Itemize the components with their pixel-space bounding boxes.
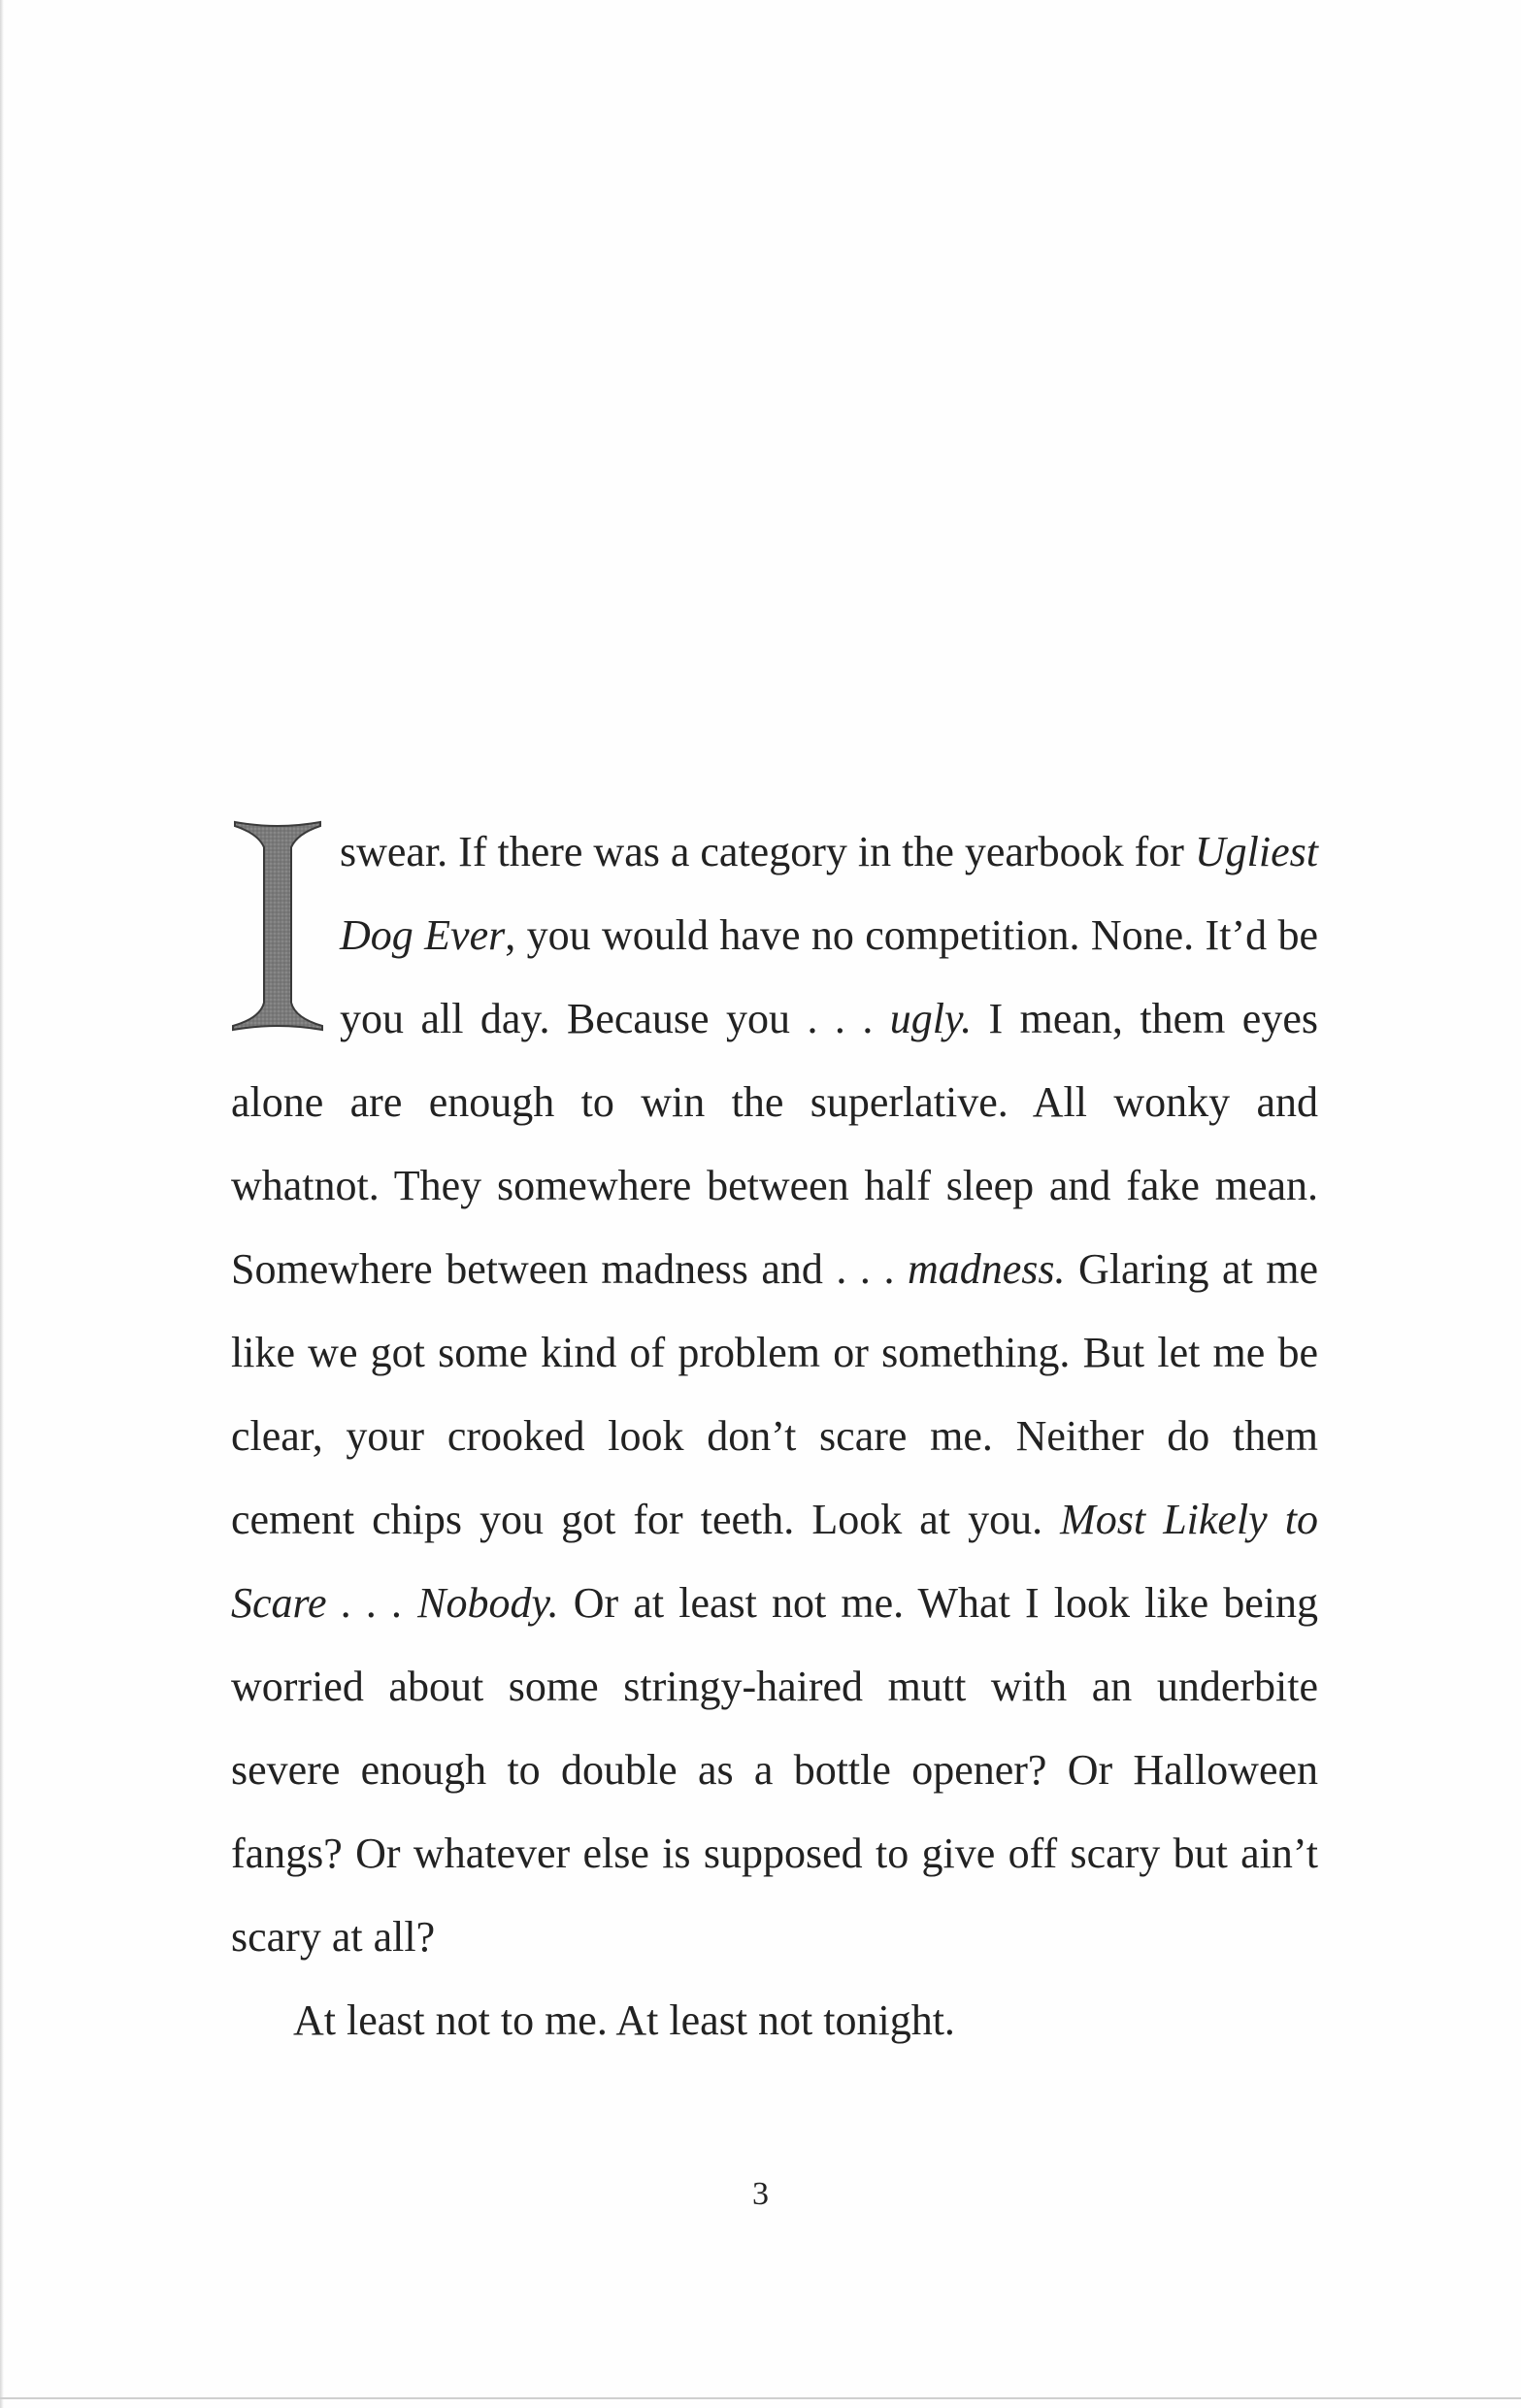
paragraph-first-run-1: swear. If there was a category in the yearbook for xyxy=(340,828,1195,875)
paragraph-first-italic-ugly: ugly. xyxy=(889,995,973,1042)
paragraph-first-run-3: , you would have no competition. None. It’d be you all day. Because you . . . xyxy=(340,911,1318,1042)
paragraph-second: At least not to me. At least not tonight. xyxy=(293,1996,955,2044)
paragraph-first-italic-madness: madness. xyxy=(907,1245,1066,1293)
paragraph-first-run-9: Or at least not me. What I look like being worried about some stringy-haired mutt with an underbite severe enough to double as a bottle opener? Or Halloween fangs? Or whatever else is supposed to give off scary but ain’t scary at all? xyxy=(231,1579,1319,1961)
paragraph-first xyxy=(231,810,1318,1979)
paragraph-first-run-7: Glaring at me like we got some kind of problem or something. But let me be clear, your crooked look don’t scare me. Neither do them cement chips you got for teeth. Look at you. xyxy=(231,1245,1318,1543)
page-number: 3 xyxy=(752,2176,769,2212)
scan-edge-left xyxy=(0,0,4,2408)
paragraph-first-italic-most-likely: Most Likely to Scare . . . Nobody. xyxy=(231,1496,1318,1627)
drop-cap xyxy=(231,820,324,1032)
scan-edge-bottom xyxy=(0,2397,1521,2399)
body-text xyxy=(231,810,1318,2062)
paragraph-first-run-5: I mean, them eyes alone are enough to win the superlative. All wonky and whatnot. They somewhere between half sleep and fake mean. Somewhere between madness and . . . xyxy=(231,995,1318,1293)
paragraph-first-italic-ugliest-dog-ever: Ugliest Dog Ever xyxy=(340,828,1318,959)
